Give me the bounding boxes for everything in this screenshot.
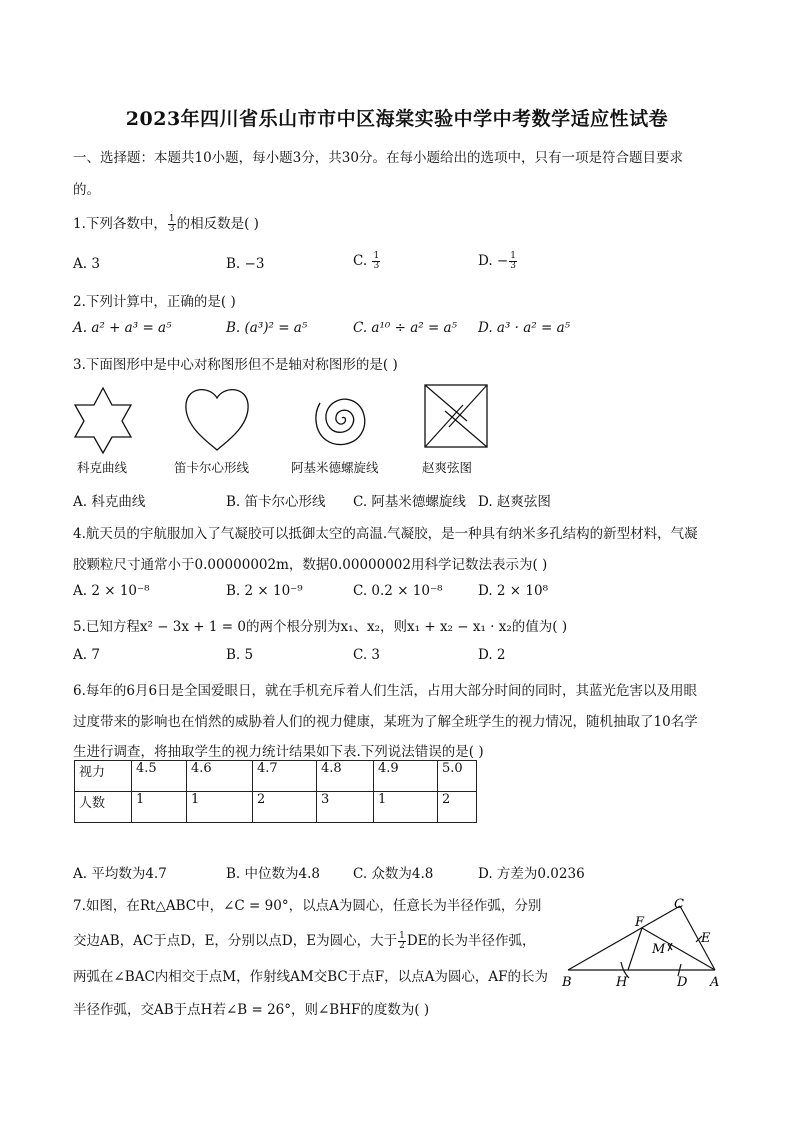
table-cell: 4.9 (374, 761, 438, 792)
q1-option-b: B. −3 (226, 256, 265, 272)
label-m: M (652, 942, 666, 957)
q3-option-a: A. 科克曲线 (73, 494, 146, 510)
q1-c-fraction (372, 252, 380, 271)
question-2-stem: 2.下列计算中，正确的是( ) (73, 294, 236, 310)
label-h: H (616, 975, 628, 990)
table-row (75, 761, 477, 792)
q6-option-b: B. 中位数为4.8 (226, 866, 320, 882)
question-6-line-1: 6.每年的6月6日是全国爱眼日，就在手机充斥着人们生活，占用大部分时间的同时，其蓝光危害以及用眼 (73, 683, 698, 699)
question-6-line-2: 过度带来的影响也在悄然的威胁着人们的视力健康，某班为了解全班学生的视力情况，随机抽取了10名学 (73, 714, 698, 730)
q4-option-a: A. 2 × 10⁻⁸ (73, 583, 150, 599)
question-7-line-3: 两弧在∠BAC内相交于点M，作射线AM交BC于点F，以点A为圆心，AF的长为 (73, 969, 548, 985)
frac-den: 3 (373, 261, 380, 271)
q3-option-d: D. 赵爽弦图 (478, 494, 551, 510)
frac-den: 3 (168, 224, 175, 234)
question-3-stem: 3.下面图形中是中心对称图形但不是轴对称图形的是( ) (73, 357, 398, 373)
q4-option-b: B. 2 × 10⁻⁹ (226, 583, 303, 599)
q2-option-a: A. a² + a³ = a⁵ (73, 320, 172, 336)
question-5-stem: 5.已知方程x² − 3x + 1 = 0的两个根分别为x₁、x₂，则x₁ + x₂ − x₁ · x₂的值为( ) (73, 619, 568, 635)
label-a: A (710, 975, 720, 990)
q1-d-prefix: D. − (478, 253, 509, 269)
table-cell: 1 (187, 792, 253, 823)
caption-zhao: 赵爽弦图 (422, 460, 473, 475)
table-cell: 1 (374, 792, 438, 823)
q3-option-c: C. 阿基米德螺旋线 (353, 494, 466, 510)
table-cell: 4.6 (187, 761, 253, 792)
q6-option-c: C. 众数为4.8 (353, 866, 434, 882)
q2-option-d: D. a³ · a² = a⁵ (478, 320, 571, 336)
koch-star-figure (68, 385, 138, 455)
q3-option-b: B. 笛卡尔心形线 (226, 494, 326, 510)
table-cell: 5.0 (438, 761, 477, 792)
frac-num: 1 (510, 251, 516, 261)
label-d: D (677, 975, 688, 990)
question-7-line-1: 7.如图，在Rt△ABC中，∠C = 90°，以点A为圆心，任意长为半径作弧，分别 (73, 898, 542, 914)
table-row (75, 792, 477, 823)
section-instructions: 一、选择题：本题共10小题，每小题3分，共30分。在每小题给出的选项中，只有一项是符合题目要求 (73, 150, 683, 166)
q4-option-d: D. 2 × 10⁸ (478, 583, 548, 599)
label-f: F (635, 915, 645, 930)
q1-option-c (353, 252, 381, 271)
q2-option-b: B. (a³)² = a⁵ (226, 320, 308, 336)
q7-line2-b: DE的长为半径作弧， (406, 933, 536, 949)
table-cell: 3 (317, 792, 374, 823)
q5-option-a: A. 7 (73, 647, 100, 663)
question-7-line-2 (73, 929, 536, 951)
q7-fraction (398, 932, 406, 951)
section-instructions-cont: 的。 (73, 182, 100, 198)
caption-cardioid: 笛卡尔心形线 (174, 460, 250, 475)
q6-option-a: A. 平均数为4.7 (73, 866, 167, 882)
frac-den: 2 (399, 941, 405, 951)
q1-fraction (168, 215, 176, 234)
q1-d-fraction (509, 252, 517, 271)
question-4-line-2: 胶颗粒尺寸通常小于0.00000002m，数据0.00000002用科学记数法表示为( ) (73, 557, 548, 573)
label-c: C (674, 897, 684, 912)
table-cell: 4.8 (317, 761, 374, 792)
table-cell: 人数 (75, 792, 132, 823)
table-cell: 4.7 (253, 761, 317, 792)
spiral-figure (305, 382, 380, 454)
zhao-shuang-diagram-figure (423, 383, 489, 449)
triangle-geometry-figure (555, 892, 735, 994)
q1-c-prefix: C. (353, 253, 372, 269)
q1-option-d (478, 252, 518, 271)
table-cell: 视力 (75, 761, 132, 792)
q5-option-b: B. 5 (226, 647, 254, 663)
label-e: E (701, 931, 711, 946)
frac-den: 3 (510, 261, 516, 271)
question-4-line-1: 4.航天员的宇航服加入了气凝胶可以抵御太空的高温.气凝胶，是一种具有纳米多孔结构的新型材料，气凝 (73, 526, 698, 542)
frac-num: 1 (373, 251, 380, 261)
question-7-line-4: 半径作弧，交AB于点H若∠B = 26°，则∠BHF的度数为( ) (73, 1002, 430, 1018)
q5-option-c: C. 3 (353, 647, 381, 663)
q1-option-a: A. 3 (73, 256, 100, 272)
q2-option-c: C. a¹⁰ ÷ a² = a⁵ (353, 320, 458, 336)
caption-koch: 科克曲线 (77, 460, 128, 475)
question-1-stem (73, 212, 259, 234)
label-b: B (562, 975, 572, 990)
page-title: 2023年四川省乐山市市中区海棠实验中学中考数学适应性试卷 (125, 108, 669, 130)
q1-stem-a: 1.下列各数中， (73, 216, 167, 232)
frac-num: 1 (399, 931, 405, 941)
q7-line2-a: 交边AB，AC于点D，E，分别以点D，E为圆心，大于 (73, 933, 398, 949)
cardioid-figure (180, 384, 255, 454)
table-cell: 4.5 (132, 761, 187, 792)
vision-stats-table (74, 760, 477, 823)
q1-stem-b: 的相反数是( ) (176, 216, 259, 232)
table-cell: 2 (438, 792, 477, 823)
q4-option-c: C. 0.2 × 10⁻⁸ (353, 583, 443, 599)
table-cell: 1 (132, 792, 187, 823)
q6-option-d: D. 方差为0.0236 (478, 866, 585, 882)
q5-option-d: D. 2 (478, 647, 506, 663)
frac-num: 1 (168, 214, 175, 224)
table-cell: 2 (253, 792, 317, 823)
question-6-line-3: 生进行调查，将抽取学生的视力统计结果如下表.下列说法错误的是( ) (73, 744, 484, 760)
caption-spiral: 阿基米德螺旋线 (291, 460, 379, 475)
